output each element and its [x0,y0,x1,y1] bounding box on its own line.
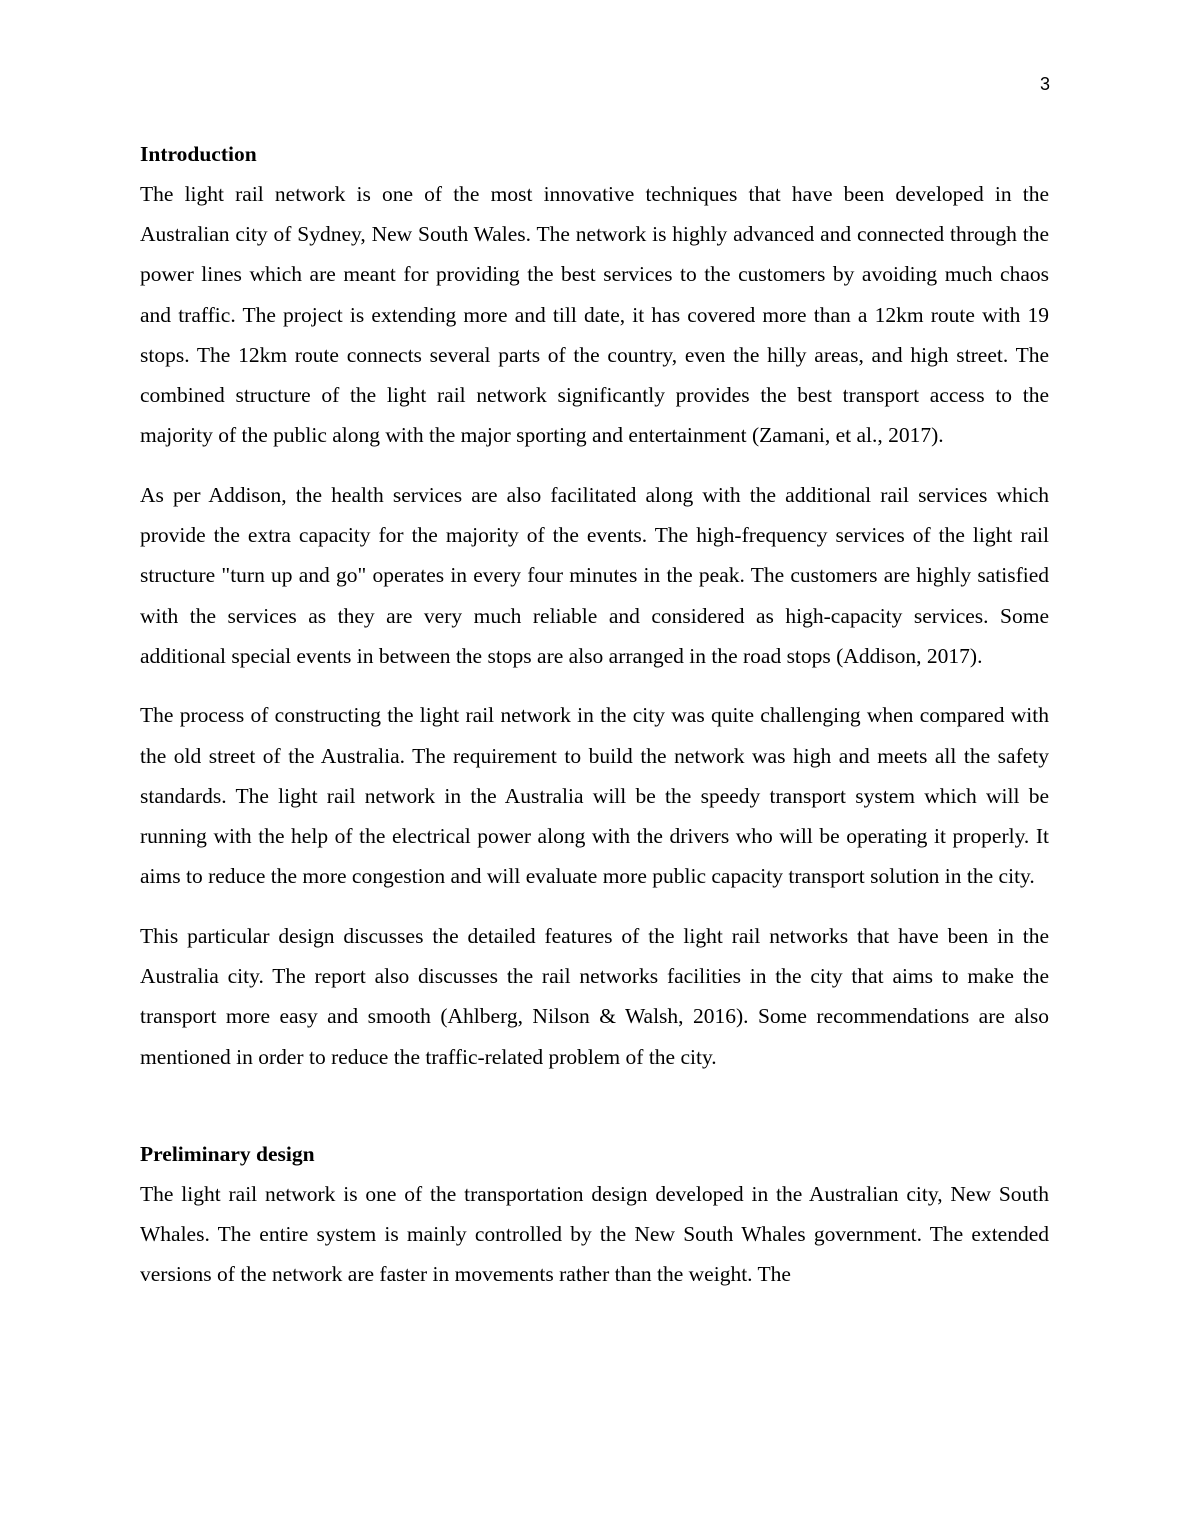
introduction-section [140,174,1049,1077]
introduction-paragraph-1: The light rail network is one of the most innovative techniques that have been developed in the Australian city of Sydney, New South Wales. The network is highly advanced and connected through the power lines which are meant for providing the best services to the customers by avoiding much chaos and traffic. The project is extending more and till date, it has covered more than a 12km route with 19 stops. The 12km route connects several parts of the country, even the hilly areas, and high street. The combined structure of the light rail network significantly provides the best transport access to the majority of the public along with the major sporting and entertainment (Zamani, et al., 2017). [140,182,1049,448]
preliminary-design-paragraph-1: The light rail network is one of the transportation design developed in the Australian city, New South Whales. The entire system is mainly controlled by the New South Whales government. The extended versions of the network are faster in movements rather than the weight. The [140,1181,1049,1287]
preliminary-design-section [140,1174,1049,1295]
preliminary-design-heading: Preliminary design [140,1141,315,1166]
introduction-heading: Introduction [140,142,257,166]
page-content [140,139,1049,1294]
introduction-paragraph-2: As per Addison, the health services are also facilitated along with the additional rail services which provide the extra capacity for the majority of the events. The high-frequency services of the light rail structure "turn up and go" operates in every four minutes in the peak. The customers are highly satisfied with the services as they are very much reliable and considered as high-capacity services. Some additional special events in between the stops are also arranged in the road stops (Addison, 2017). [140,482,1049,668]
introduction-paragraph-3: The process of constructing the light rail network in the city was quite challenging when compared with the old street of the Australia. The requirement to build the network was high and meets all the safety standards. The light rail network in the Australia will be the speedy transport system which will be running with the help of the electrical power along with the drivers who will be operating it properly. It aims to reduce the more congestion and will evaluate more public capacity transport solution in the city. [140,703,1049,889]
page-number: 3 [1039,74,1050,94]
introduction-paragraph-4: This particular design discusses the detailed features of the light rail networks that have been in the Australia city. The report also discusses the rail networks facilities in the city that aims to make the transport more easy and smooth (Ahlberg, Nilson & Walsh, 2016). Some recommendations are also mentioned in order to reduce the traffic-related problem of the city. [140,923,1049,1069]
